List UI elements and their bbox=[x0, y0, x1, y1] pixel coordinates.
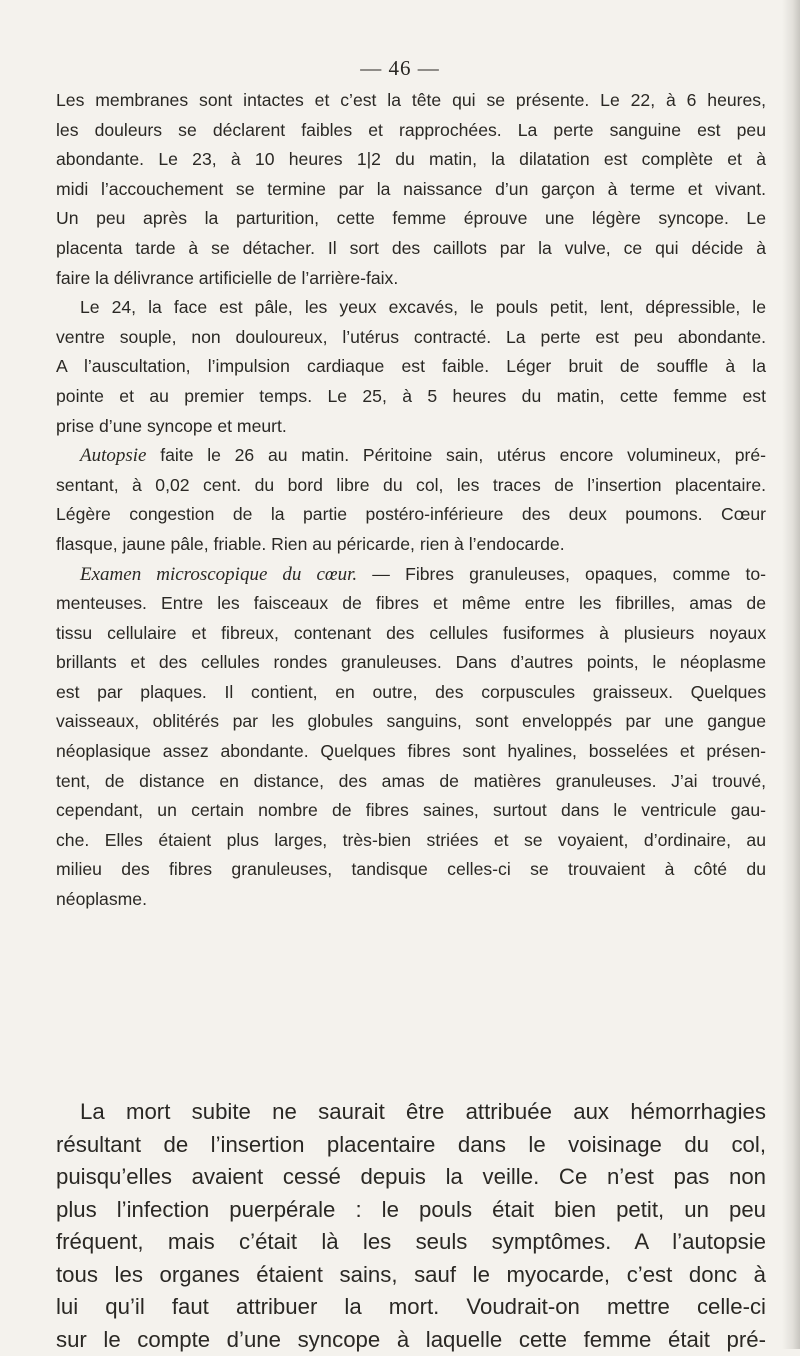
text-line: La mort subite ne saurait être attribuée aux hémorrhagies bbox=[56, 1096, 766, 1129]
text-line: vaisseaux, oblitérés par les globules sanguins, sont enveloppés par une gangue bbox=[56, 707, 766, 737]
italic-heading: Examen microscopique du cœur. bbox=[80, 564, 357, 585]
text-line: néoplasique assez abondante. Quelques fibres sont hyalines, bosselées et présen- bbox=[56, 737, 766, 767]
text-line: Le 24, la face est pâle, les yeux excavés, le pouls petit, lent, dépressible, le bbox=[56, 293, 766, 323]
text-fragment: faite le 26 au matin. Péritoine sain, utérus encore volumineux, pré- bbox=[147, 445, 767, 465]
text-line: abondante. Le 23, à 10 heures 1|2 du matin, la dilatation est complète et à bbox=[56, 145, 766, 175]
text-line bbox=[56, 441, 766, 471]
paragraph-symptoms bbox=[56, 293, 766, 441]
text-line: flasque, jaune pâle, friable. Rien au péricarde, rien à l’endocarde. bbox=[56, 530, 766, 560]
text-line: Les membranes sont intactes et c’est la tête qui se présente. Le 22, à 6 heures, bbox=[56, 86, 766, 116]
text-line: tous les organes étaient sains, sauf le myocarde, c’est donc à bbox=[56, 1259, 766, 1292]
text-line: tissu cellulaire et fibreux, contenant des cellules fusiformes à plusieurs noyaux bbox=[56, 619, 766, 649]
text-line: sentant, à 0,02 cent. du bord libre du col, les traces de l’insertion placentaire. bbox=[56, 471, 766, 501]
text-line: tent, de distance en distance, des amas de matières granuleuses. J’ai trouvé, bbox=[56, 767, 766, 797]
text-line: plus l’infection puerpérale : le pouls était bien petit, un peu bbox=[56, 1194, 766, 1227]
paragraph-autopsy bbox=[56, 441, 766, 559]
text-line: ventre souple, non douloureux, l’utérus contracté. La perte est peu abondante. bbox=[56, 323, 766, 353]
page-edge-shadow bbox=[782, 0, 800, 1349]
text-line: menteuses. Entre les faisceaux de fibres et même entre les fibrilles, amas de bbox=[56, 589, 766, 619]
text-line: sur le compte d’une syncope à laquelle cette femme était pré- bbox=[56, 1324, 766, 1356]
text-line: Légère congestion de la partie postéro-inférieure des deux poumons. Cœur bbox=[56, 500, 766, 530]
page-number: — 46 — bbox=[0, 56, 800, 81]
text-line: lui qu’il faut attribuer la mort. Voudrait-on mettre celle-ci bbox=[56, 1291, 766, 1324]
text-line: brillants et des cellules rondes granuleuses. Dans d’autres points, le néoplasme bbox=[56, 648, 766, 678]
text-line: cependant, un certain nombre de fibres saines, surtout dans le ventricule gau- bbox=[56, 796, 766, 826]
text-fragment: — Fibres granuleuses, opaques, comme to- bbox=[357, 564, 766, 584]
text-line: pointe et au premier temps. Le 25, à 5 heures du matin, cette femme est bbox=[56, 382, 766, 412]
paragraph-delivery bbox=[56, 86, 766, 293]
text-line: est par plaques. Il contient, en outre, des corpuscules graisseux. Quelques bbox=[56, 678, 766, 708]
text-line: faire la délivrance artificielle de l’arrière-faix. bbox=[56, 264, 766, 294]
paragraph-microscopic-exam bbox=[56, 560, 766, 915]
text-line: prise d’une syncope et meurt. bbox=[56, 412, 766, 442]
text-line bbox=[56, 560, 766, 590]
text-line: Un peu après la parturition, cette femme éprouve une légère syncope. Le bbox=[56, 204, 766, 234]
text-line: midi l’accouchement se termine par la naissance d’un garçon à terme et vivant. bbox=[56, 175, 766, 205]
text-line: puisqu’elles avaient cessé depuis la veille. Ce n’est pas non bbox=[56, 1161, 766, 1194]
text-line: les douleurs se déclarent faibles et rapprochées. La perte sanguine est peu bbox=[56, 116, 766, 146]
case-report-text bbox=[56, 86, 766, 915]
text-line: milieu des fibres granuleuses, tandisque celles-ci se trouvaient à côté du bbox=[56, 855, 766, 885]
discussion-text bbox=[56, 1096, 766, 1356]
text-line: placenta tarde à se détacher. Il sort des caillots par la vulve, ce qui décide à bbox=[56, 234, 766, 264]
text-line: fréquent, mais c’était là les seuls symptômes. A l’autopsie bbox=[56, 1226, 766, 1259]
text-line: A l’auscultation, l’impulsion cardiaque est faible. Léger bruit de souffle à la bbox=[56, 352, 766, 382]
text-line: che. Elles étaient plus larges, très-bien striées et se voyaient, d’ordinaire, au bbox=[56, 826, 766, 856]
italic-heading: Autopsie bbox=[80, 445, 147, 466]
text-line: résultant de l’insertion placentaire dans le voisinage du col, bbox=[56, 1129, 766, 1162]
text-line: néoplasme. bbox=[56, 885, 766, 915]
